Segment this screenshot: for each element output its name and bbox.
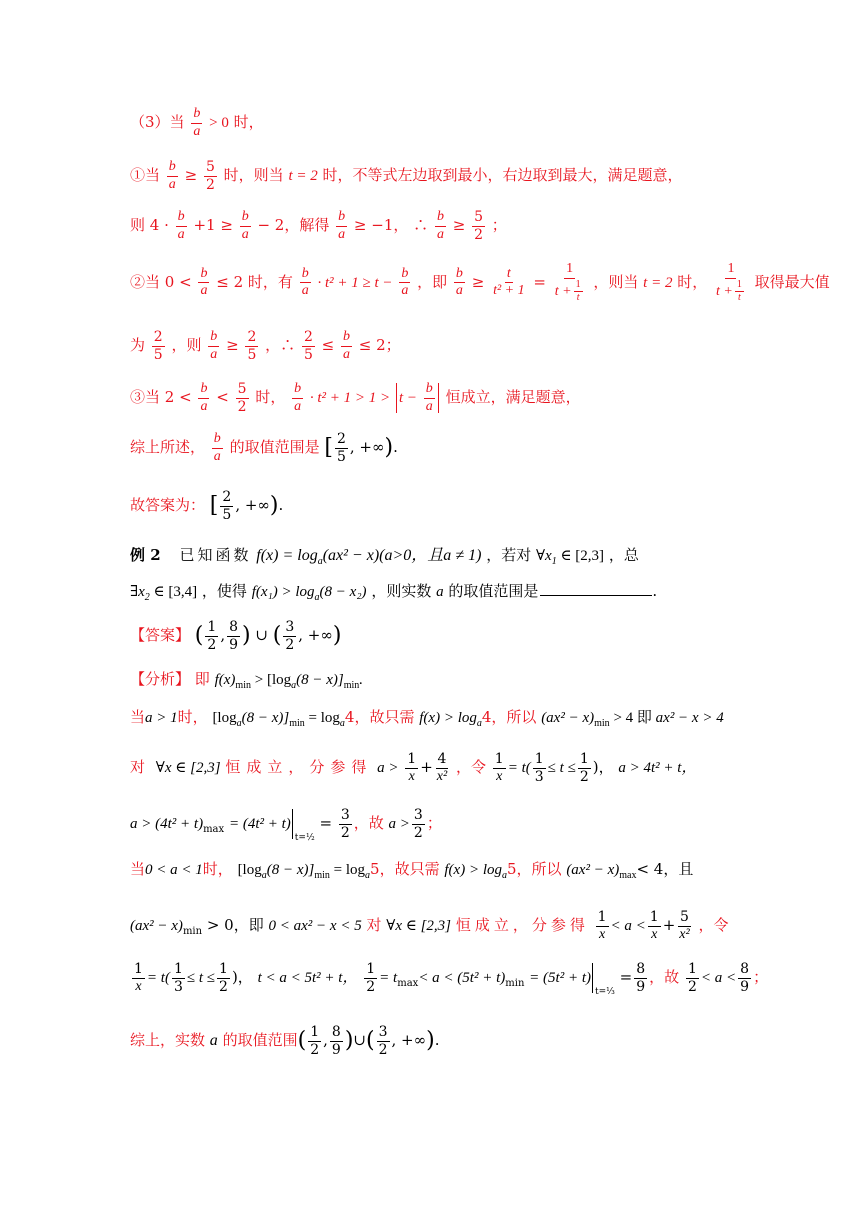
analysis-line: 【分析】 即 $f(x)_{min} > [\log_a(8 - x)]_{min}$.	[130, 670, 364, 691]
part3-line: （3）当 $\frac{b}{a}$ > 0 时，	[130, 106, 264, 139]
final-line: 综上，实数 a 的取值范围( $\frac{1}{2}$ , $\frac{8}{9}$ )∪( $\frac{3}{2}$ , +∞).	[130, 1024, 440, 1058]
example2-line1: 例 2 已知函数 $f(x) = \log_a(ax^2 - x)(a>0$，且a ≠ 1) ，若对 $\forall x_1$ ∈ [2,3] ，总	[130, 546, 639, 568]
case2-line: ②当 0 < $\frac{b}{a}$ ≤ 2 时，有 $\frac{b}{a}$ · t² + 1 ≥ t − $\frac{b}{a}$ ，即 $\frac{b}{a}$ ≥ $\frac{t}{\text{t² + 1}}$ = 1 t + $\frac{1}{t}$ ，则当 t = 2 时， 1 t + $\frac{1}{t}$ 取得最大值	[130, 261, 830, 304]
answer-label: 【答案】	[130, 626, 191, 645]
fraction: $\frac{b}{a}$	[193, 106, 201, 139]
case3-line: ③当 2 < $\frac{b}{a}$ < $\frac{5}{2}$ 时， $\frac{b}{a}$ · t² + 1 > 1 > t − $\frac{b}{a}$ 恒成立，满足题意，	[130, 381, 581, 415]
answer2-line: 【答案】 ( $\frac{1}{2}$ , $\frac{8}{9}$ ) ∪ ( $\frac{3}{2}$ , +∞)	[130, 619, 342, 653]
case1-result-line: 则 4 · $\frac{b}{a}$ +1 ≥ $\frac{b}{a}$ − 2，解得 $\frac{b}{a}$ ≥ −1， ∴ $\frac{b}{a}$ ≥ $\frac{5}{2}$ ；	[130, 209, 507, 243]
analysis-a3-line: $a > (4t^2 + t)_{max} = (4t^2 + t)_{t=\frac{1}{2}}$ = $\frac{3}{2}$ ，故 a > $\frac{3}{2}$ ；	[130, 807, 442, 844]
analysis-a5-line: $(ax^2 - x)_{min} > 0$，即 0 < ax² − x < 5 对 ∀x ∈ [2,3] 恒成立，分参得 $\frac{1}{x}$ < a < $\frac{1}{x}$ + $\frac{5}{\text{x²}}$ ，令	[130, 909, 729, 942]
example2-line2: $\exists x_2$ ∈ [3,4] ，使得 $f(x_1) > \log_a(8 - x_2)$ ，则实数 a 的取值范围是 .	[130, 582, 658, 603]
analysis-a1-line: 当a > 1时， $[\log_a(8 - x)]_{min} = \log_a4$，故只需 $f(x) > \log_a4$，所以 $(ax^2 - x)_{min} > 4$ 即 ax² − x > 4	[130, 708, 724, 729]
analysis-label: 【分析】	[130, 670, 191, 688]
part3-case: （3）当	[130, 113, 185, 132]
answer1-line: 故答案为： [ $\frac{2}{5}$ , +∞).	[130, 489, 284, 523]
analysis-a4-line: 当0 < a < 1时， $[\log_a(8 - x)]_{min} = \log_a5$，故只需 $f(x) > \log_a5$，所以 $(ax^2 - x)_{max}< 4$，且	[130, 860, 694, 881]
analysis-a6-line: $\frac{1}{x}$ = t( $\frac{1}{3}$ ≤ t ≤ $\frac{1}{2}$ )， t < a < 5t² + t， $\frac{1}{2}$ = $t_{max}< a < (5t^2 + t)_{min} = (5t^2 + t)_{t=\frac{1}{3}}$ = $\frac{8}{9}$ ，故 $\frac{1}{2}$ < a < $\frac{8}{9}$ ；	[134, 961, 769, 998]
summary-line: 综上所述， $\frac{b}{a}$ 的取值范围是 [ $\frac{2}{5}$ , +∞).	[130, 431, 398, 465]
case2-result-line: 为 $\frac{2}{5}$ ，则 $\frac{b}{a}$ ≥ $\frac{2}{5}$ ，∴ $\frac{2}{5}$ ≤ $\frac{b}{a}$ ≤ 2；	[130, 329, 401, 363]
example-label: 例 2	[130, 546, 161, 564]
answer-blank	[540, 595, 652, 596]
case1-line: ①当 $\frac{b}{a}$ ≥ $\frac{5}{2}$ 时，则当 t = 2 时，不等式左边取到最小，右边取到最大，满足题意，	[130, 159, 683, 193]
analysis-a2-line: 对 ∀x ∈ [2,3] 恒成立，分参得 a > $\frac{1}{x}$ + $\frac{4}{\text{x²}}$ ，令 $\frac{1}{x}$ = t( $\frac{1}{3}$ ≤ t ≤ $\frac{1}{2}$ )， a > 4t² + t，	[130, 751, 697, 785]
